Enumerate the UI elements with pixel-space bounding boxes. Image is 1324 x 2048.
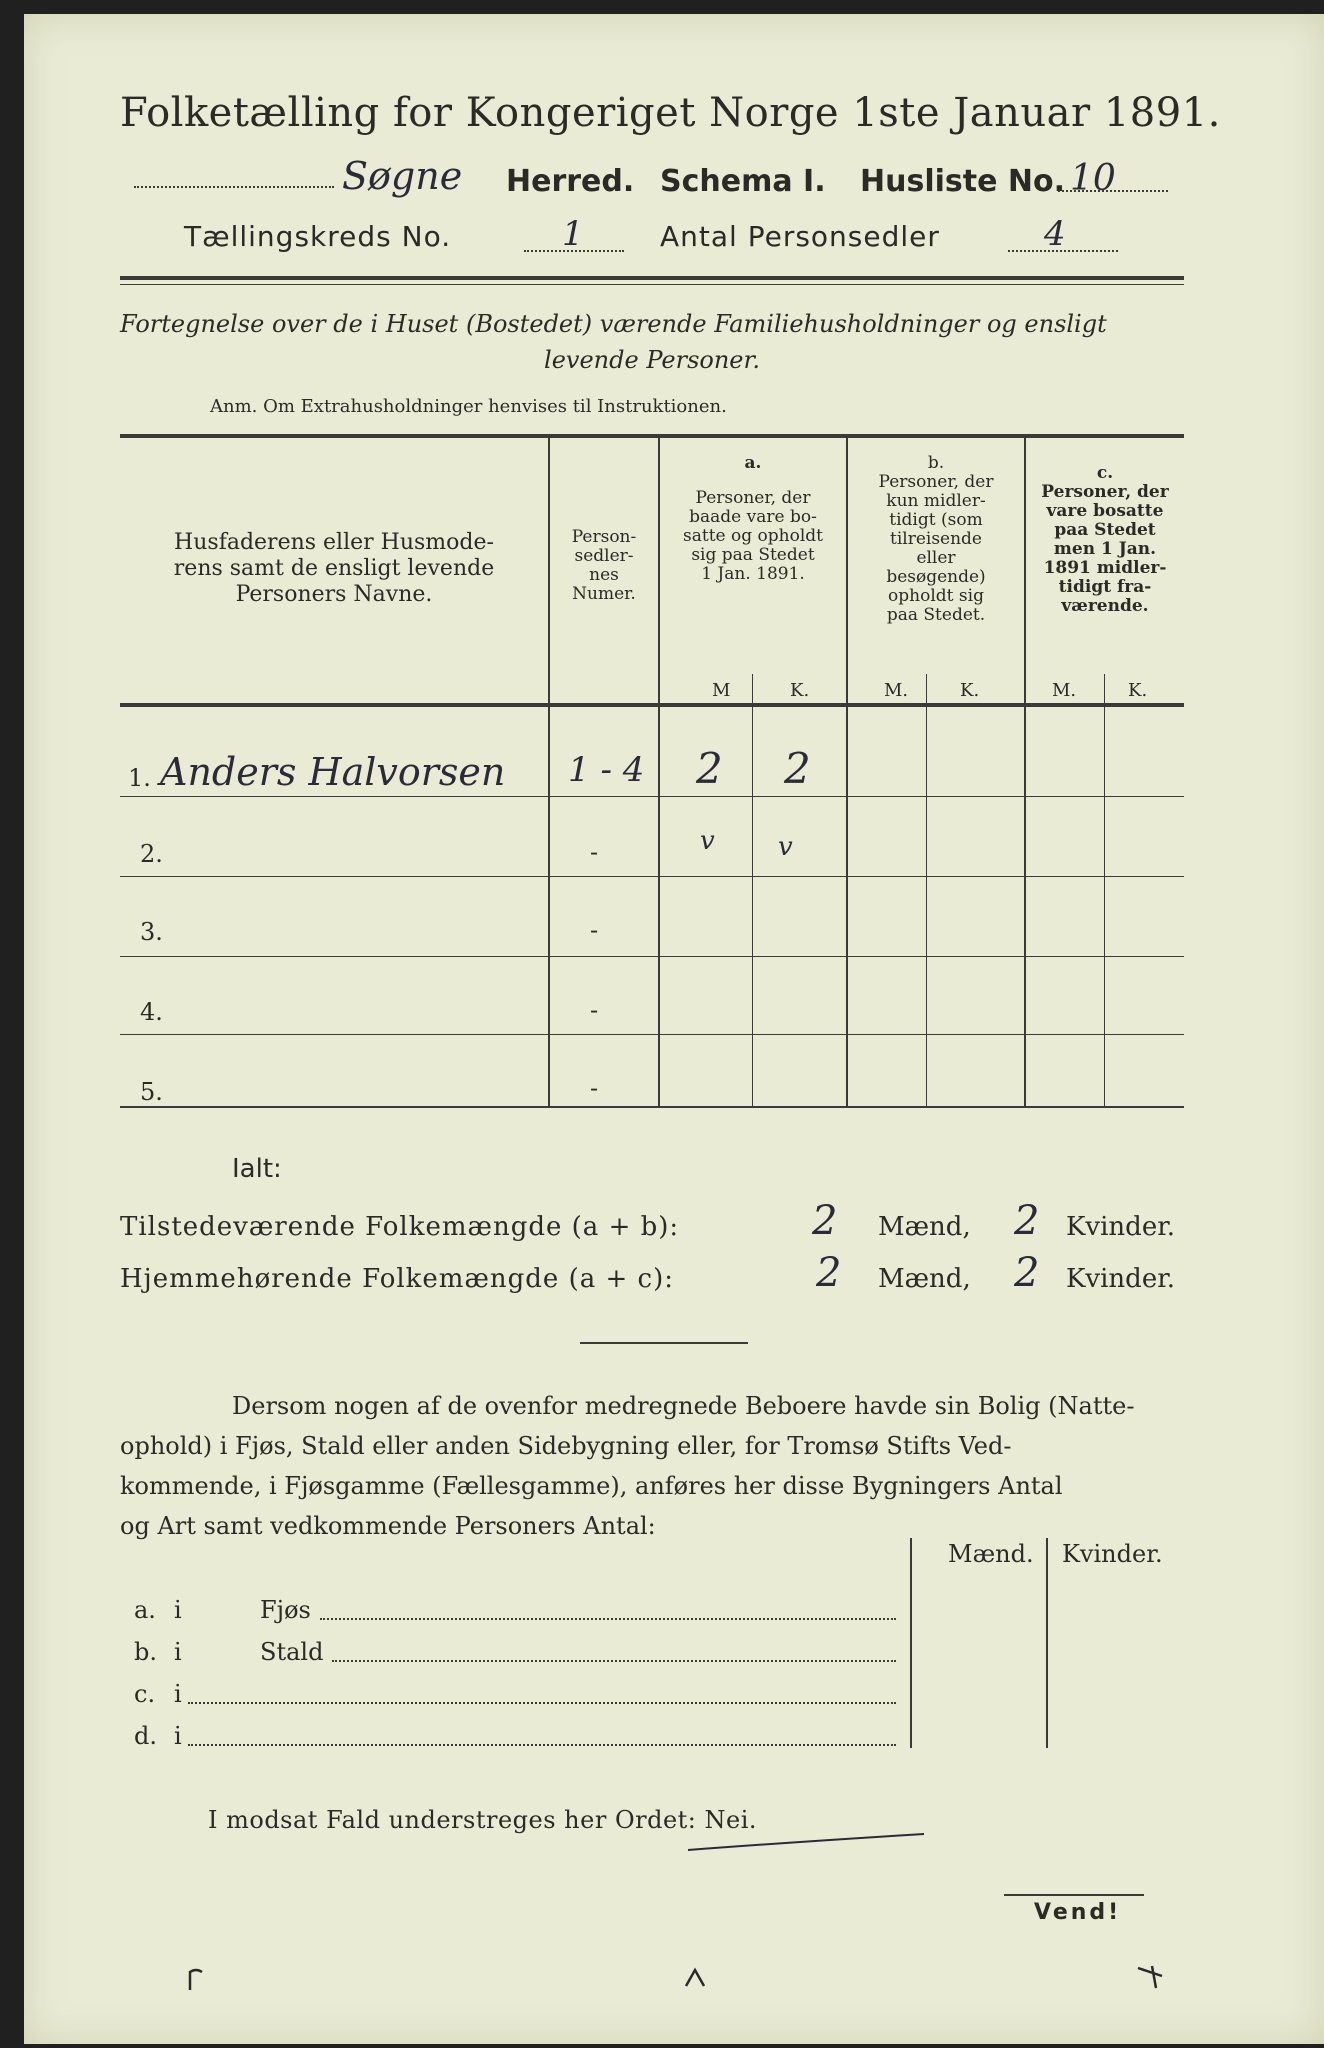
totals-line-2-maend: Mænd,: [878, 1264, 971, 1294]
totals-line-2-women: 2: [1014, 1250, 1040, 1296]
nei-underline: [684, 1828, 934, 1858]
row-line-4: [120, 1034, 1184, 1035]
intro-line-2: levende Personer.: [544, 346, 760, 374]
kreds-value: 1: [562, 214, 584, 254]
vline-bottom-1: [910, 1538, 912, 1748]
vend-label: Vend!: [1034, 1900, 1122, 1925]
anm-note: Anm. Om Extrahusholdninger henvises til Instruktionen.: [210, 396, 727, 417]
row-line-1: [120, 796, 1184, 797]
totals-line-1-women: 2: [1014, 1198, 1040, 1244]
totals-line-1-men: 2: [812, 1198, 838, 1244]
vline-a-mk: [752, 674, 753, 1106]
totals-line-1-maend: Mænd,: [878, 1212, 971, 1242]
row-1-nr: 1 - 4: [568, 750, 645, 790]
row-2-number: 2.: [140, 840, 163, 868]
item-b-label: Stald: [260, 1638, 324, 1666]
husliste-label: Husliste No.: [860, 164, 1065, 199]
row-5-nr: -: [590, 1074, 599, 1102]
totals-line-2-label: Hjemmehørende Folkemængde (a + c):: [120, 1264, 674, 1294]
intro-line-1: Fortegnelse over de i Huset (Bostedet) værende Familiehusholdninger og ensligt: [120, 310, 1107, 338]
vline-c-mk: [1104, 674, 1105, 1106]
bottom-paragraph: Dersom nogen af de ovenfor medregnede Beboere havde sin Bolig (Natte- ophold) i Fjøs, Stald eller anden Sidebygning eller, for Tromsø Stifts Ved- kommende, i Fjøsgamme (Fællesgamme), anføres her disse Bygningers Antal og Art samt vedkommende Personers Antal:: [120, 1392, 1135, 1540]
row-2-a-m: v: [700, 826, 715, 856]
totals-line-1-label: Tilstedeværende Folkemængde (a + b):: [120, 1212, 680, 1242]
kreds-label: Tællingskreds No.: [184, 220, 452, 253]
totals-line-1-kvinder: Kvinder.: [1066, 1212, 1176, 1242]
col-num-header: Person- sedler- nes Numer.: [571, 527, 637, 604]
item-a-i: i: [174, 1596, 182, 1624]
header-rule-thin: [120, 284, 1184, 285]
col-name-header: Husfaderens eller Husmode- rens samt de ensligt levende Personers Navne.: [173, 530, 495, 607]
item-a-dots: [320, 1618, 896, 1620]
row-line-2: [120, 876, 1184, 877]
row-5-number: 5.: [140, 1078, 163, 1106]
item-c-letter: c.: [134, 1680, 156, 1708]
item-a-letter: a.: [134, 1596, 156, 1624]
ialt-label: Ialt:: [232, 1154, 282, 1184]
item-d-dots: [188, 1744, 896, 1746]
husliste-dotline: [1058, 190, 1168, 192]
sub-c-k: K.: [1128, 680, 1148, 701]
col-c-header: c. Personer, der vare bosatte paa Stedet men 1 Jan. 1891 midler- tidigt fra- værende.: [1041, 463, 1169, 616]
col-a-header: a. Personer, der baade vare bo- satte og opholdt sig paa Stedet 1 Jan. 1891.: [683, 453, 823, 584]
herred-dotline: [134, 186, 334, 188]
header-rule-thick: [120, 276, 1184, 280]
row-1-number: 1.: [128, 764, 151, 792]
col-b-header: b. Personer, der kun midler- tidigt (som tilreisende eller besøgende) opholdt sig paa Stedet.: [878, 453, 994, 625]
corner-mark-right-icon: [1134, 1958, 1168, 1992]
row-3-nr: -: [590, 916, 599, 944]
row-3-number: 3.: [140, 918, 163, 946]
sub-a-m: M: [712, 680, 731, 701]
sub-b-m: M.: [884, 680, 909, 701]
table-bottom-rule: [120, 1106, 1184, 1108]
sub-c-m: M.: [1052, 680, 1077, 701]
herred-value: Søgne: [342, 154, 463, 198]
row-1-name: Anders Halvorsen: [160, 750, 506, 794]
herred-label: Herred.: [506, 164, 635, 199]
item-c-dots: [188, 1702, 896, 1704]
row-1-a-k: 2: [784, 744, 811, 793]
item-d-i: i: [174, 1722, 182, 1750]
item-b-i: i: [174, 1638, 182, 1666]
corner-mark-left-icon: [182, 1964, 212, 1994]
census-form-page: [24, 14, 1324, 2044]
row-4-nr: -: [590, 996, 599, 1024]
vline-b-mk: [926, 674, 927, 1106]
row-2-a-k: v: [778, 832, 793, 862]
item-c-i: i: [174, 1680, 182, 1708]
row-line-3: [120, 956, 1184, 957]
corner-mark-center-icon: [680, 1958, 710, 1992]
item-a-label: Fjøs: [260, 1596, 311, 1624]
item-b-letter: b.: [134, 1638, 157, 1666]
item-d-letter: d.: [134, 1722, 157, 1750]
row-1-a-m: 2: [696, 744, 723, 793]
row-2-nr: -: [590, 838, 599, 866]
schema-label: Schema I.: [660, 164, 826, 199]
sub-b-k: K.: [960, 680, 980, 701]
sub-a-k: K.: [790, 680, 810, 701]
antal-label: Antal Personsedler: [660, 220, 940, 253]
form-title: Folketælling for Kongeriget Norge 1ste Januar 1891.: [120, 90, 1221, 136]
modsat-text: I modsat Fald understreges her Ordet: Nei.: [208, 1806, 758, 1834]
row-4-number: 4.: [140, 998, 163, 1026]
item-b-dots: [332, 1660, 896, 1662]
antal-value: 4: [1044, 214, 1066, 254]
totals-line-2-men: 2: [816, 1250, 842, 1296]
husliste-value: 10: [1070, 158, 1116, 199]
section-divider: [580, 1342, 748, 1344]
vend-rule: [1004, 1894, 1144, 1896]
totals-line-2-kvinder: Kvinder.: [1066, 1264, 1176, 1294]
col-maend-header: Mænd.: [948, 1540, 1034, 1568]
vline-bottom-2: [1046, 1538, 1048, 1748]
col-kvinder-header: Kvinder.: [1062, 1540, 1163, 1568]
